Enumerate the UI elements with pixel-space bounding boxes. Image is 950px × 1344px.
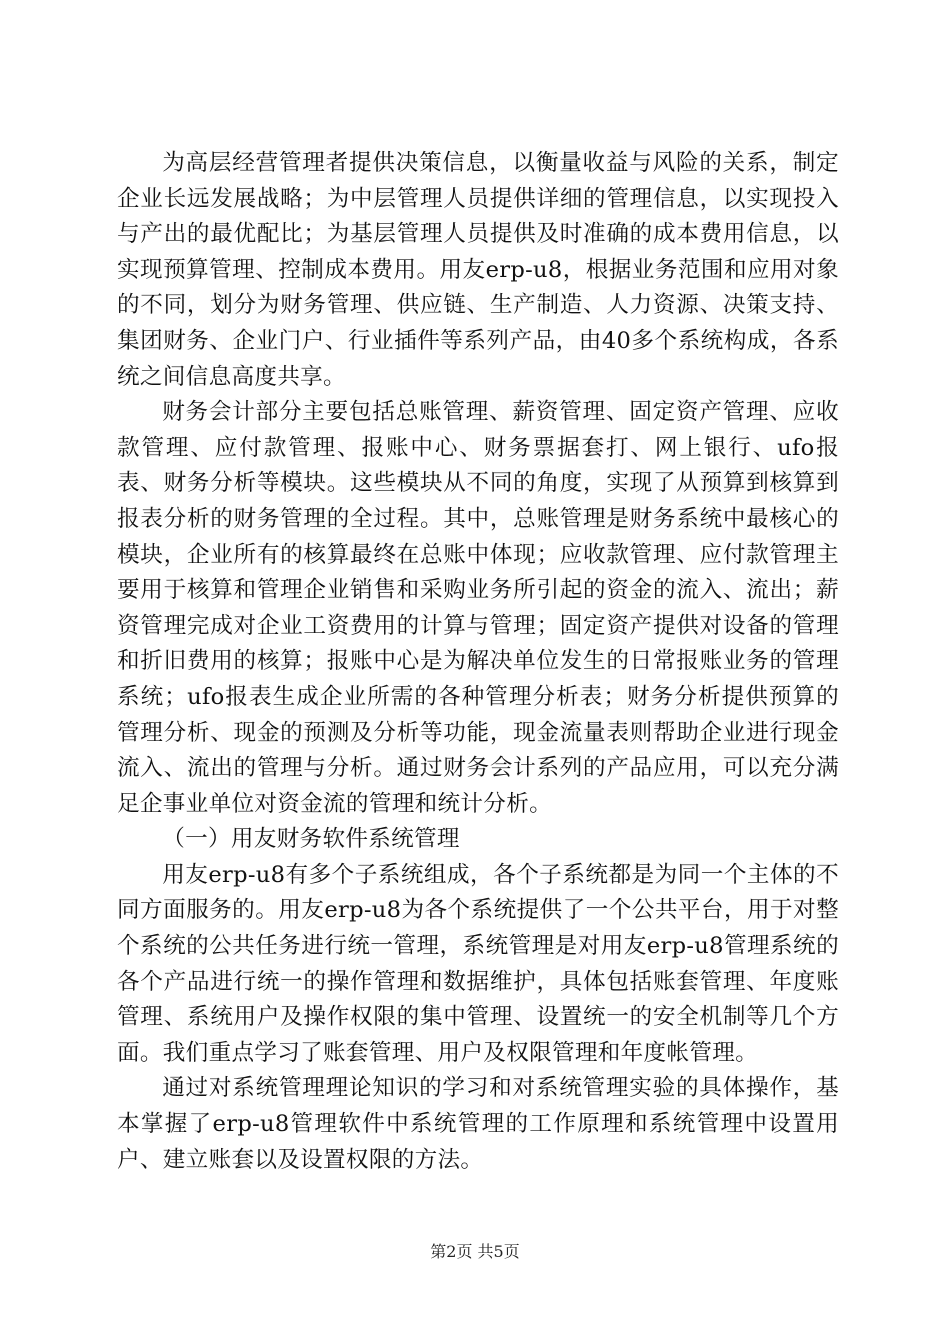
paragraph-decision-info: 为高层经营管理者提供决策信息，以衡量收益与风险的关系，制定企业长远发展战略；为中层管理人员提供详细的管理信息，以实现投入与产出的最优配比；为基层管理人员提供及时准确的成本费用信息，以实现预算管理、控制成本费用。用友erp-u8，根据业务范围和应用对象的不同，划分为财务管理、供应链、生产制造、人力资源、决策支持、集团财务、企业门户、行业插件等系列产品，由40多个系统构成，各系统之间信息高度共享。 [117,150,839,390]
paragraph-subsystems: 用友erp-u8有多个子系统组成，各个子系统都是为同一个主体的不同方面服务的。用友erp-u8为各个系统提供了一个公共平台，用于对整个系统的公共任务进行统一管理，系统管理是对用友erp-u8管理系统的各个产品进行统一的操作管理和数据维护，具体包括账套管理、年度账管理、系统用户及操作权限的集中管理、设置统一的安全机制等几个方面。我们重点学习了账套管理、用户及权限管理和年度帐管理。 [117,861,839,1066]
page-number-footer: 第2页 共5页 [430,1242,520,1261]
document-body [117,146,839,1178]
paragraph-conclusion: 通过对系统管理理论知识的学习和对系统管理实验的具体操作，基本掌握了erp-u8管理软件中系统管理的工作原理和系统管理中设置用户、建立账套以及设置权限的方法。 [117,1075,839,1173]
section-heading-system-management: （一）用友财务软件系统管理 [162,826,460,853]
paragraph-financial-accounting: 财务会计部分主要包括总账管理、薪资管理、固定资产管理、应收款管理、应付款管理、报账中心、财务票据套打、网上银行、ufo报表、财务分析等模块。这些模块从不同的角度，实现了从预算到核算到报表分析的财务管理的全过程。其中，总账管理是财务系统中最核心的模块，企业所有的核算最终在总账中体现；应收款管理、应付款管理主要用于核算和管理企业销售和采购业务所引起的资金的流入、流出；薪资管理完成对企业工资费用的计算与管理；固定资产提供对设备的管理和折旧费用的核算；报账中心是为解决单位发生的日常报账业务的管理系统；ufo报表生成企业所需的各种管理分析表；财务分析提供预算的管理分析、现金的预测及分析等功能，现金流量表则帮助企业进行现金流入、流出的管理与分析。通过财务会计系列的产品应用，可以充分满足企事业单位对资金流的管理和统计分析。 [117,399,839,817]
